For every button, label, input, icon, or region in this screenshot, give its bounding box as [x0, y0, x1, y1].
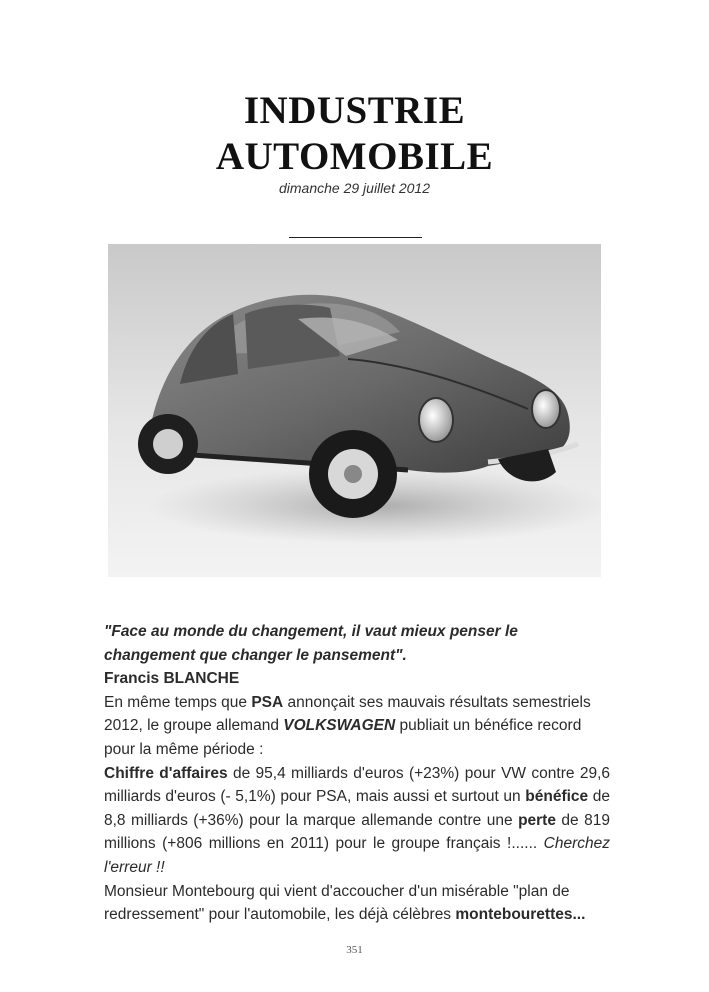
p1-text-a: En même temps que	[104, 693, 252, 711]
perte: perte	[518, 811, 556, 829]
title-line-2: AUTOMOBILE	[215, 135, 494, 178]
quote-author: Francis BLANCHE	[104, 670, 240, 688]
psa-name: PSA	[251, 693, 284, 711]
paragraph-2	[104, 762, 610, 880]
volkswagen-name: VOLKSWAGEN	[283, 717, 396, 735]
page-title	[0, 88, 709, 180]
p1-text-c: publiait un bénéfice record pour la même période :	[104, 717, 582, 758]
article-date: dimanche 29 juillet 2012	[279, 180, 430, 196]
p2-text-b: de 8,8 milliards (+36%) pour la marque allemande contre une	[104, 788, 610, 829]
montebourettes: montebourettes...	[455, 906, 586, 924]
page-number: 351	[346, 944, 363, 956]
divider	[289, 237, 422, 238]
p3-text-a: Monsieur Montebourg qui vient d'accoucher d'un misérable "plan de redressement" pour l'automobile, les déjà célèbres	[104, 882, 570, 924]
p1-text-b: annonçait ses mauvais résultats semestriels 2012, le groupe allemand	[104, 693, 591, 735]
car-photo	[108, 244, 601, 577]
paragraph-3	[104, 880, 610, 927]
title-line-1: INDUSTRIE	[243, 89, 466, 132]
p2-text-a: de 95,4 milliards d'euros (+23%) pour VW contre 29,6 milliards d'euros (- 5,1%) pour PSA, mais aussi et surtout un	[104, 764, 610, 806]
benefice: bénéfice	[525, 788, 589, 806]
chiffre-affaires: Chiffre d'affaires	[104, 764, 228, 782]
article-body	[104, 620, 610, 927]
p2-text-c: de 819 millions (+806 millions en 2011) pour le groupe français !......	[104, 811, 610, 853]
quote: "Face au monde du changement, il vaut mieux penser le changement que changer le pansement".	[104, 623, 518, 664]
paragraph-1	[104, 691, 610, 762]
cherchez-erreur: Cherchez l'erreur !!	[104, 835, 610, 876]
